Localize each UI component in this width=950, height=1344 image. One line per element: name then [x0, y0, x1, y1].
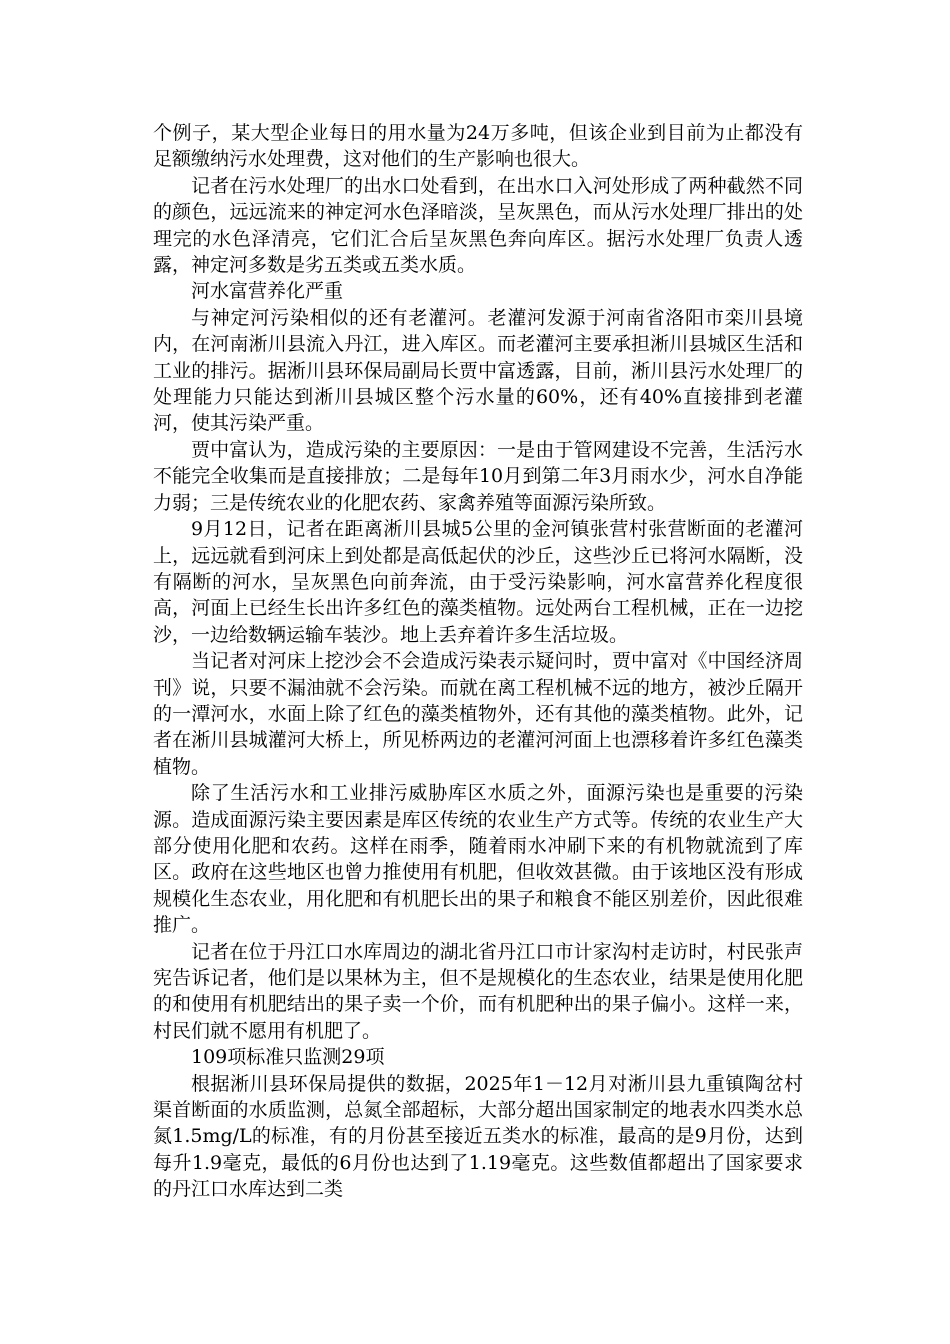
paragraph-monitoring-data: 根据淅川县环保局提供的数据，2025年1－12月对淅川县九重镇陶岔村渠首断面的水质监测，总氮全部超标，大部分超出国家制定的地表水四类水总氮1.5mg/L的标准，有的月份甚至接近五类水的标准，最高的是9月份，达到每升1.9毫克，最低的6月份也达到了1.19毫克。这些数值都超出了国家要求的丹江口水库达到二类 [153, 1072, 803, 1201]
paragraph-nonpoint-pollution: 除了生活污水和工业排污威胁库区水质之外，面源污染也是重要的污染源。造成面源污染主要因素是库区传统的农业生产方式等。传统的农业生产大部分使用化肥和农药。这样在雨季，随着雨水冲刷下来的有机物就流到了库区。政府在这些地区也曾力推使用有机肥，但收效甚微。由于该地区没有形成规模化生态农业，用化肥和有机肥长出的果子和粮食不能区别差价，因此很难推广。 [153, 782, 803, 937]
section-heading-monitoring: 109项标准只监测29项 [191, 1046, 385, 1069]
paragraph-continuation: 个例子，某大型企业每日的用水量为24万多吨，但该企业到目前为止都没有足额缴纳污水处理费，这对他们的生产影响也很大。 [153, 122, 803, 171]
paragraph-outfall-observation: 记者在污水处理厂的出水口处看到，在出水口入河处形成了两种截然不同的颜色，远远流来的神定河水色泽暗淡，呈灰黑色，而从污水处理厂排出的处理完的水色泽清亮，它们汇合后呈灰黑色奔向库区。据污水处理厂负责人透露，神定河多数是劣五类或五类水质。 [153, 174, 803, 277]
article-body [153, 120, 803, 1203]
paragraph-laoguan-river: 与神定河污染相似的还有老灌河。老灌河发源于河南省洛阳市栾川县境内，在河南淅川县流入丹江，进入库区。而老灌河主要承担淅川县城区生活和工业的排污。据淅川县环保局副局长贾中富透露，目前，淅川县污水处理厂的处理能力只能达到淅川县城区整个污水量的60%，还有40%直接排到老灌河，使其污染严重。 [153, 306, 803, 435]
paragraph-site-visit: 9月12日，记者在距离淅川县城5公里的金河镇张营村张营断面的老灌河上，远远就看到河床上到处都是高低起伏的沙丘，这些沙丘已将河水隔断，没有隔断的河水，呈灰黑色向前奔流，由于受污染影响，河水富营养化程度很高，河面上已经生长出许多红色的藻类植物。远处两台工程机械，正在一边挖沙，一边给数辆运输车装沙。地上丢弃着许多生活垃圾。 [153, 518, 803, 646]
paragraph-village-interview: 记者在位于丹江口水库周边的湖北省丹江口市计家沟村走访时，村民张声宪告诉记者，他们是以果林为主，但不是规模化的生态农业，结果是使用化肥的和使用有机肥结出的果子卖一个价，而有机肥种出的果子偏小。这样一来，村民们就不愿用有机肥了。 [153, 940, 803, 1042]
paragraph-sand-dredging: 当记者对河床上挖沙会不会造成污染表示疑问时，贾中富对《中国经济周刊》说，只要不漏油就不会污染。而就在离工程机械不远的地方，被沙丘隔开的一潭河水，水面上除了红色的藻类植物外，还有其他的藻类植物。此外，记者在淅川县城灌河大桥上，所见桥两边的老灌河河面上也漂移着许多红色藻类植物。 [153, 650, 803, 778]
section-heading-eutrophication: 河水富营养化严重 [191, 280, 344, 303]
paragraph-pollution-causes: 贾中富认为，造成污染的主要原因：一是由于管网建设不完善，生活污水不能完全收集而是直接排放；二是每年10月到第二年3月雨水少，河水自净能力弱；三是传统农业的化肥农药、家禽养殖等面源污染所致。 [153, 438, 803, 514]
